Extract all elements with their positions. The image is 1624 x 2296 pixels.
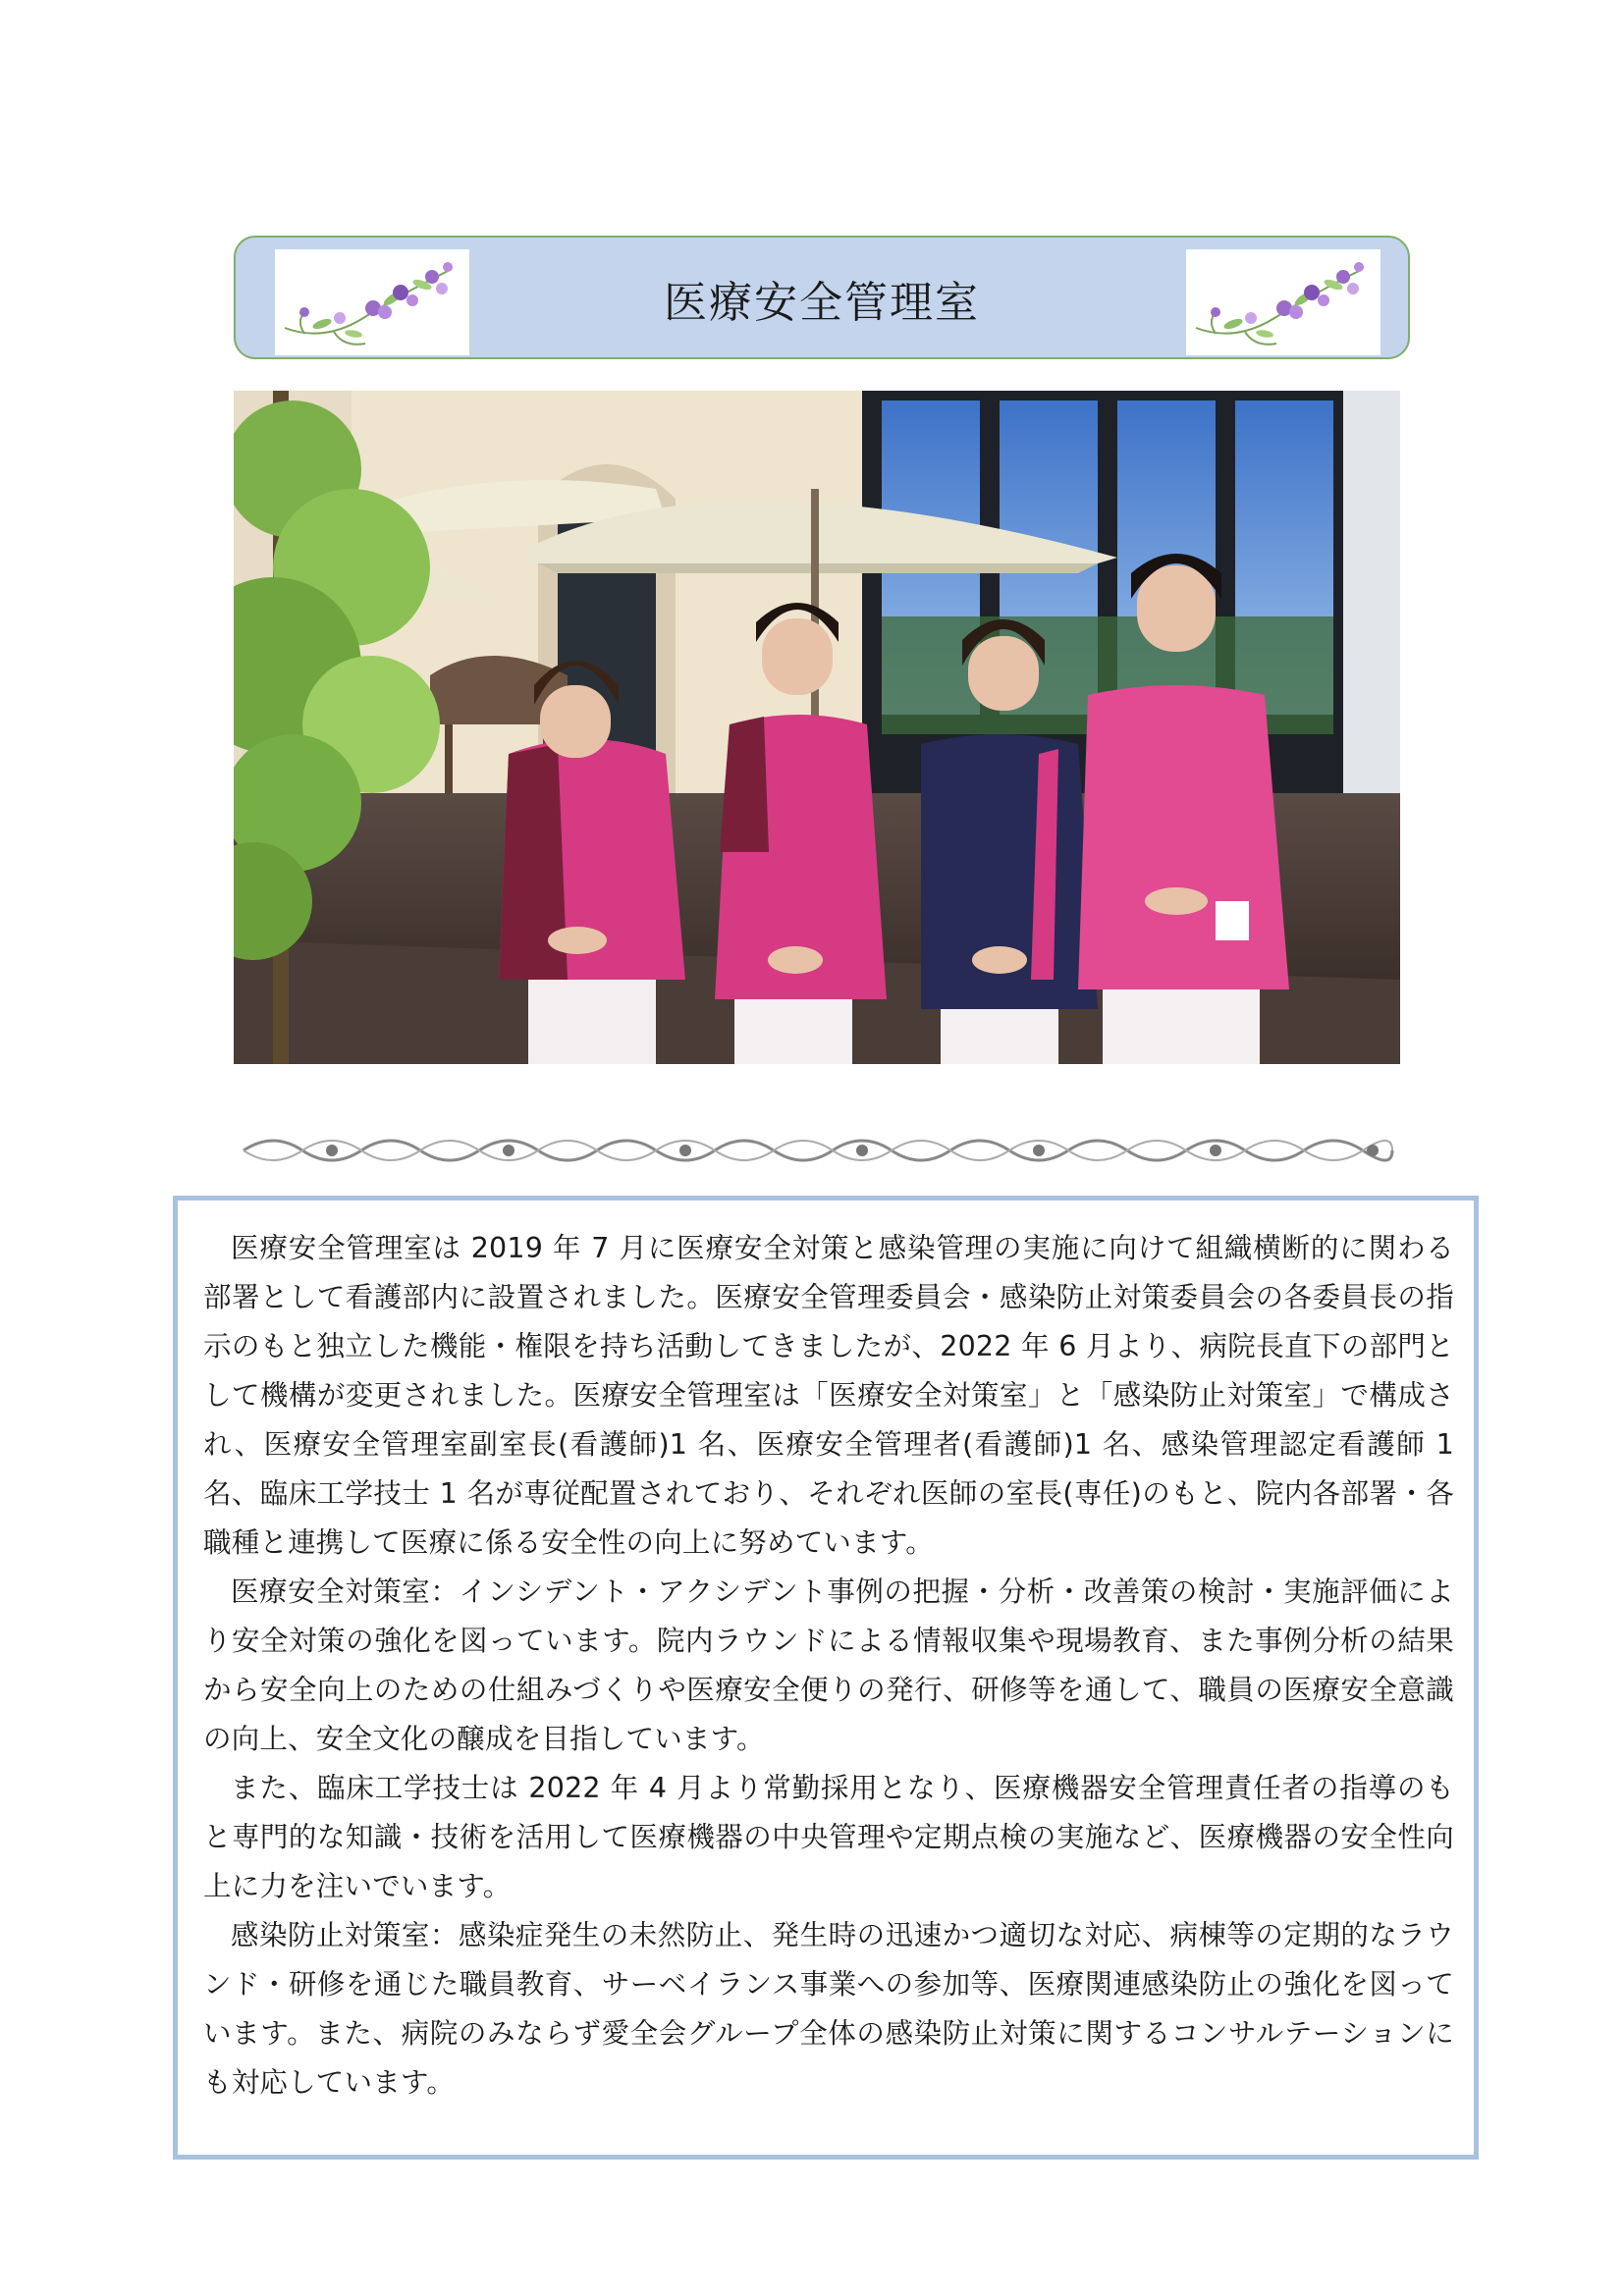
- staff-group-photo: [234, 391, 1400, 1064]
- description-box: [173, 1196, 1479, 2160]
- flower-decoration-right-icon: [1186, 249, 1380, 355]
- paragraph-infection-control: 感染防止対策室：感染症発生の未然防止、発生時の迅速かつ適切な対応、病棟等の定期的なラウンド・研修を通じた職員教育、サーベイランス事業への参加等、医療関連感染防止の強化を図っています。また、病院のみならず愛全会グループ全体の感染防止対策に関するコンサルテーションにも対応しています。: [203, 1919, 1454, 2099]
- description-body: [203, 1224, 1454, 2108]
- ornamental-divider-icon: [234, 1125, 1402, 1176]
- page-title: 医療安全管理室: [664, 278, 980, 328]
- paragraph-overview: 医療安全管理室は 2019 年 7 月に医療安全対策と感染管理の実施に向けて組織横断的に関わる部署として看護部内に設置されました。医療安全管理委員会・感染防止対策委員会の各委員長の指示のもと独立した機能・権限を持ち活動してきましたが、2022 年 6 月より、病院長直下の部門として機構が変更されました。医療安全管理室は「医療安全対策室」と「感染防止対策室」で構成され、医療安全管理室副室長(看護師)1 名、医療安全管理者(看護師)1 名、感染管理認定看護師 1 名、臨床工学技士 1 名が専従配置されており、それぞれ医師の室長(専任)のもと、院内各部署・各職種と連携して医療に係る安全性の向上に努めています。: [203, 1232, 1454, 1559]
- title-banner: [234, 236, 1410, 359]
- paragraph-safety-office: 医療安全対策室：インシデント・アクシデント事例の把握・分析・改善策の検討・実施評価により安全対策の強化を図っています。院内ラウンドによる情報収集や現場教育、また事例分析の結果から安全向上のための仕組みづくりや医療安全便りの発行、研修等を通して、職員の医療安全意識の向上、安全文化の醸成を目指しています。: [203, 1575, 1454, 1755]
- flower-decoration-left-icon: [275, 249, 469, 355]
- paragraph-clinical-engineer: また、臨床工学技士は 2022 年 4 月より常勤採用となり、医療機器安全管理責任者の指導のもと専門的な知識・技術を活用して医療機器の中央管理や定期点検の実施など、医療機器の安全性向上に力を注いでいます。: [203, 1772, 1454, 1902]
